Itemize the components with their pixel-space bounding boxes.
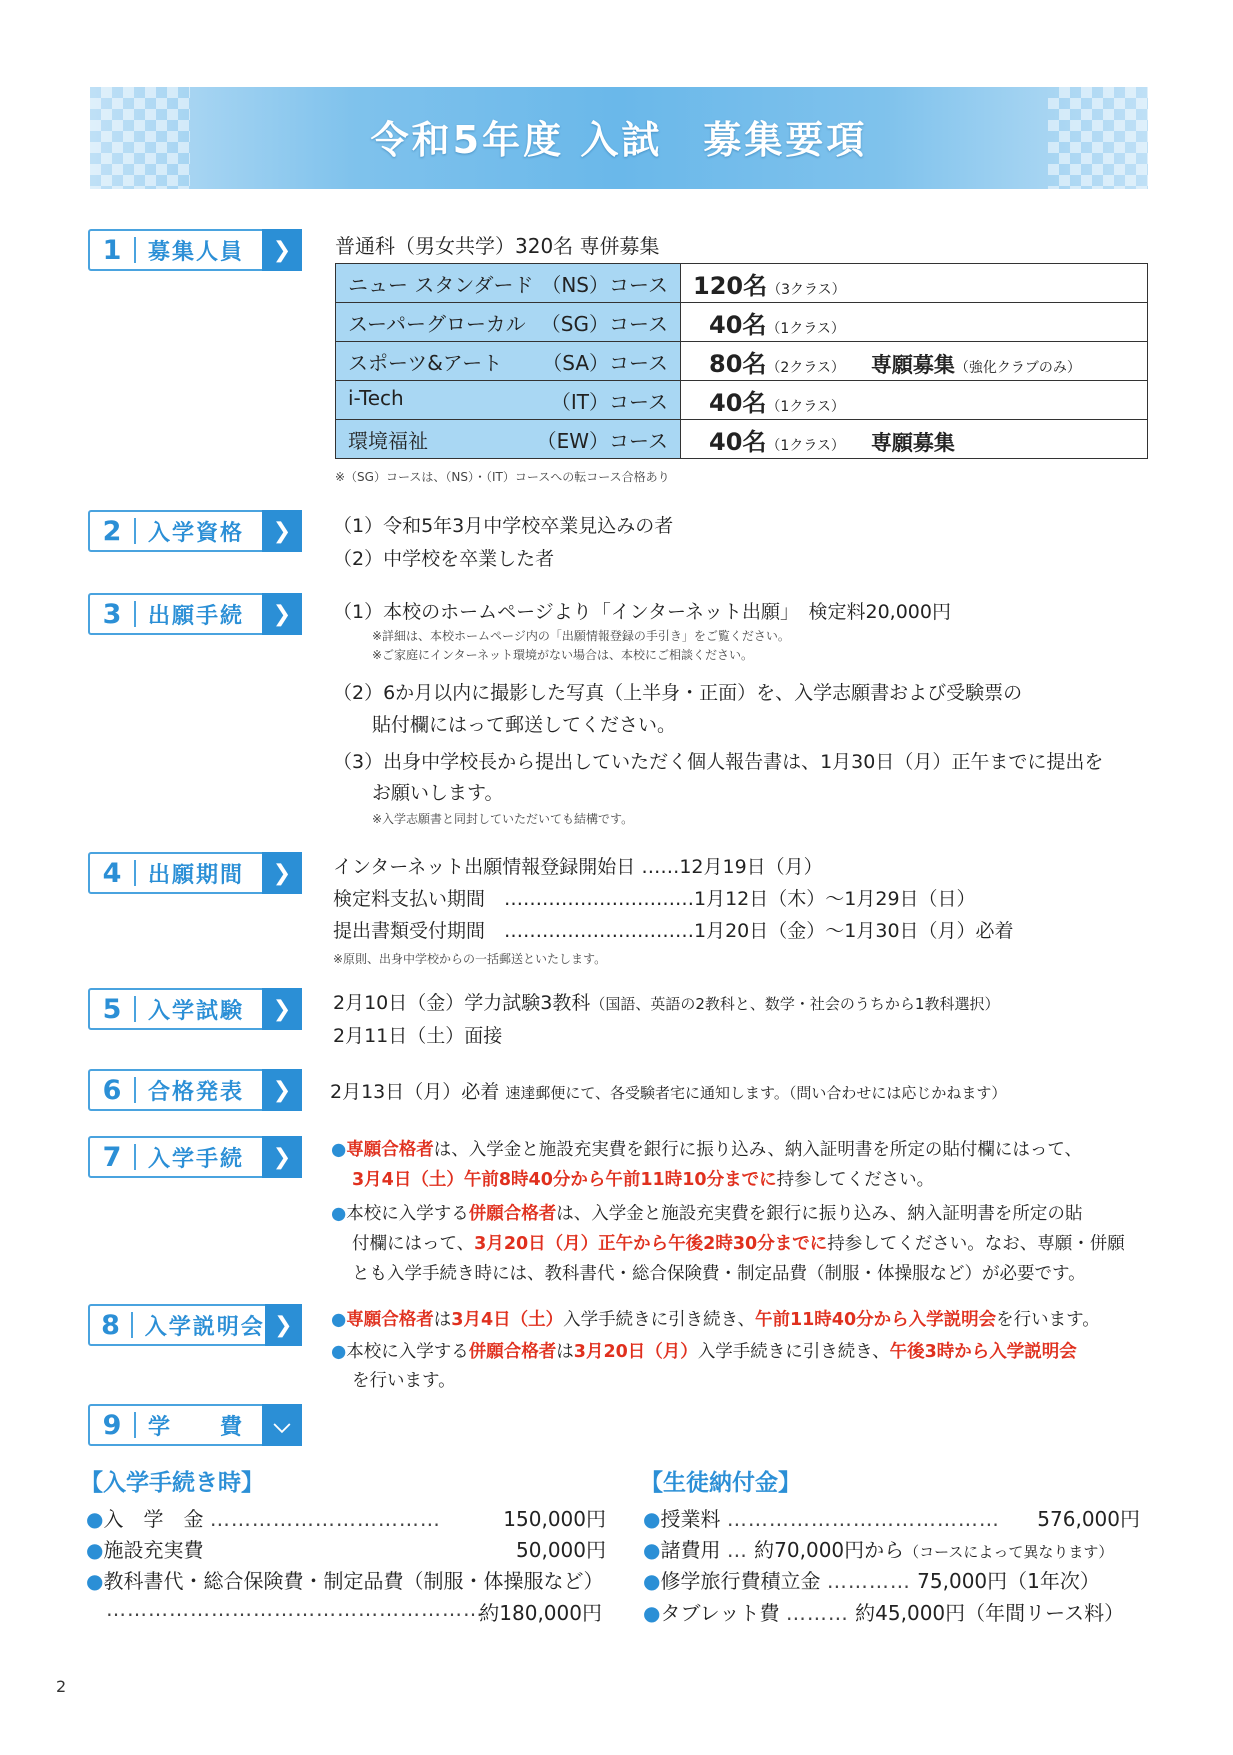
fee-note: （コースによって異なります） (904, 1543, 1114, 1561)
period-row: 検定料支払い期間 …………………………1月12日（木）～1月29日（日） (333, 888, 976, 910)
recruit-heading: 普通科（男女共学）320名 専併募集 (335, 234, 660, 258)
section-number: 1 (102, 234, 122, 266)
section-title: 入学試験 (148, 998, 245, 1024)
procedure-item-1: （1）本校のホームページより「インターネット出願」 検定料20,000円 (333, 601, 951, 623)
fees-left-title: 【入学手続き時】 (80, 1470, 264, 1496)
section-5-label (88, 988, 302, 1030)
course-capacity: 40名 (709, 427, 767, 456)
highlight: 午前11時40分から入学説明会 (754, 1310, 997, 1330)
table-row (336, 342, 1148, 381)
procedure-item-2: （2）6か月以内に撮影した写真（上半身・正面）を、入学志願書および受験票の (333, 682, 1023, 704)
section-number: 5 (102, 993, 122, 1025)
leader-dots: ……………………………………………… (106, 1597, 484, 1621)
table-row (336, 381, 1148, 420)
fee-row (643, 1565, 1100, 1594)
briefing-bullet-2 (331, 1338, 1077, 1363)
bullet-icon: ● (86, 1507, 104, 1531)
section-3-label (88, 593, 302, 635)
chevron-right-icon: ❯ (262, 593, 302, 635)
period-row: インターネット出願情報登録開始日 ……12月19日（月） (333, 856, 823, 878)
section-title: 学 費 (148, 1414, 245, 1440)
fee-row (643, 1534, 1113, 1563)
section-number: 4 (102, 857, 122, 889)
course-capacity: 40名 (709, 388, 767, 417)
course-code: （SA）コース (542, 350, 668, 375)
course-name: i-Tech (348, 385, 404, 410)
course-capacity: 40名 (709, 310, 767, 339)
bullet-icon: ● (643, 1538, 661, 1562)
text: は (433, 1310, 452, 1330)
fee-row (643, 1503, 1140, 1532)
chevron-right-icon: ❯ (265, 1304, 302, 1346)
admission-bullet-2-cont: とも入学手続き時には、教科書代・総合保険費・制定品費（制服・体操服など）が必要です。 (352, 1264, 1086, 1284)
result-row (330, 1077, 1006, 1104)
fee-label: 修学旅行費積立金 (660, 1569, 821, 1593)
section-7-label (88, 1136, 302, 1178)
course-name: スポーツ&アート (348, 350, 503, 375)
leader-dots: ……… (785, 1601, 849, 1625)
eligibility-item: （2）中学校を卒業した者 (333, 548, 555, 570)
exam-row (333, 988, 999, 1015)
section-title: 合格発表 (148, 1079, 245, 1105)
course-extra-note: （強化クラブのみ） (954, 359, 1081, 376)
course-capacity: 80名 (709, 349, 767, 378)
table-row (336, 303, 1148, 342)
section-number: 9 (102, 1409, 122, 1441)
period-note: ※原則、出身中学校からの一括郵送といたします。 (333, 952, 607, 966)
section-8-label (88, 1304, 302, 1346)
highlight: 専願合格者 (346, 1140, 434, 1160)
highlight: 3月4日（土）午前8時40分から午前11時10分までに (352, 1170, 777, 1190)
leader-dots: … (726, 1538, 748, 1562)
page-title: 令和5年度 入試 募集要項 (370, 118, 868, 162)
leader-dots: ………………………………… (726, 1507, 1000, 1531)
bullet-icon: ● (643, 1507, 661, 1531)
text: 本校に入学する (346, 1204, 469, 1224)
procedure-item-3: （3）出身中学校長から提出していただく個人報告書は、1月30日（月）正午までに提出を (333, 751, 1104, 773)
exam-row: 2月11日（土）面接 (333, 1025, 503, 1047)
briefing-bullet-1 (331, 1306, 1100, 1331)
chevron-right-icon: ❯ (262, 1069, 302, 1111)
course-name: スーパーグローカル (348, 311, 526, 336)
recruit-note: ※（SG）コースは、（NS）・（IT）コースへの転コース合格あり (335, 470, 670, 484)
course-classes: （3クラス） (767, 281, 846, 298)
fee-label: 施設充実費 (103, 1538, 204, 1562)
fee-amount: 約70,000円から (754, 1538, 905, 1562)
exam-note: （国語、英語の2教科と、数学・社会のうちから1教科選択） (590, 995, 1000, 1013)
text: 入学手続きに引き続き、 (563, 1310, 755, 1330)
section-title: 募集人員 (148, 239, 245, 265)
course-extra: 専願募集 (870, 430, 955, 455)
admission-bullet-2 (331, 1200, 1082, 1225)
section-number: 3 (102, 598, 122, 630)
text: 持参してください。なお、専願・併願 (827, 1234, 1125, 1254)
text: 入学手続きに引き続き、 (697, 1342, 890, 1362)
fee-label: 諸費用 (660, 1538, 721, 1562)
section-6-label (88, 1069, 302, 1111)
highlight: 3月20日（月）正午から午後2時30分までに (474, 1234, 828, 1254)
bullet-icon: ● (643, 1601, 661, 1625)
highlight: 併願合格者 (468, 1204, 557, 1224)
fee-row (86, 1503, 606, 1532)
section-title: 出願期間 (148, 862, 245, 888)
highlight: 併願合格者 (468, 1342, 557, 1362)
text: 持参してください。 (776, 1170, 935, 1190)
briefing-bullet-2-cont: を行います。 (352, 1371, 456, 1391)
bullet-icon: ● (331, 1140, 347, 1160)
section-title: 出願手続 (148, 603, 245, 629)
fee-label: 授業料 (660, 1507, 721, 1531)
bullet-icon: ● (86, 1569, 104, 1593)
text: は、入学金と施設充実費を銀行に振り込み、納入証明書を所定の貼 (556, 1204, 1083, 1224)
highlight: 3月4日（土） (451, 1310, 564, 1330)
eligibility-item: （1）令和5年3月中学校卒業見込みの者 (333, 515, 674, 537)
admission-bullet-1-cont (352, 1166, 934, 1191)
fee-label: タブレット費 (660, 1601, 780, 1625)
fee-row (86, 1565, 603, 1594)
table-row (336, 420, 1148, 459)
section-title: 入学資格 (148, 520, 245, 546)
course-name: ニュー スタンダード (348, 272, 534, 297)
result-note: 速達郵便にて、各受験者宅に通知します。（問い合わせには応じかねます） (505, 1084, 1007, 1102)
section-number: 2 (102, 515, 122, 547)
period-row: 提出書類受付期間 …………………………1月20日（金）～1月30日（月）必着 (333, 920, 1014, 942)
course-code: （SG）コース (540, 311, 668, 336)
section-1-label (88, 229, 302, 271)
fee-row-cont (106, 1597, 602, 1625)
header-banner (90, 87, 1148, 189)
bullet-icon: ● (331, 1204, 347, 1224)
exam-written: 2月10日（金）学力試験3教科 (333, 992, 591, 1014)
course-name: 環境福祉 (348, 428, 428, 453)
highlight: 専願合格者 (346, 1310, 434, 1330)
fee-label: 教科書代・総合保険費・制定品費（制服・体操服など） (103, 1569, 604, 1593)
procedure-note: ※入学志願書と同封していただいても結構です。 (372, 812, 634, 826)
course-table (335, 263, 1148, 459)
fee-amount: 約180,000円 (479, 1601, 602, 1625)
fee-row (643, 1597, 1124, 1626)
leader-dots: ………… (826, 1569, 911, 1593)
fee-amount: 約45,000円（年間リース料） (855, 1601, 1125, 1625)
chevron-right-icon: ❯ (262, 1136, 302, 1178)
admission-bullet-1 (331, 1136, 1082, 1161)
section-4-label (88, 852, 302, 894)
procedure-note: ※ご家庭にインターネット環境がない場合は、本校にご相談ください。 (372, 648, 753, 662)
course-classes: （1クラス） (766, 398, 845, 415)
course-classes: （1クラス） (766, 320, 845, 337)
bullet-icon: ● (331, 1310, 347, 1330)
chevron-right-icon: ❯ (262, 988, 302, 1030)
chevron-right-icon: ❯ (262, 510, 302, 552)
chevron-right-icon: ❯ (262, 229, 302, 271)
course-capacity: 120名 (693, 271, 768, 300)
fees-right-title: 【生徒納付金】 (640, 1470, 801, 1496)
course-classes: （1クラス） (766, 437, 845, 454)
fee-amount: 75,000円（1年次） (917, 1569, 1100, 1593)
fee-amount: 576,000円 (1037, 1507, 1140, 1531)
section-title: 入学手続 (148, 1146, 245, 1172)
text: 付欄にはって、 (352, 1234, 475, 1254)
highlight: 3月20日（月） (573, 1342, 698, 1362)
leader-dots: …………………………… (209, 1507, 441, 1531)
text: を行います。 (996, 1310, 1100, 1330)
procedure-note: ※詳細は、本校ホームページ内の「出願情報登録の手引き」をご覧ください。 (372, 629, 790, 643)
table-row (336, 264, 1148, 303)
section-title: 入学説明会 (144, 1314, 265, 1340)
course-code: （IT）コース (550, 389, 668, 414)
section-2-label (88, 510, 302, 552)
admission-bullet-2-cont (352, 1230, 1125, 1255)
text: は、入学金と施設充実費を銀行に振り込み、納入証明書を所定の貼付欄にはって、 (433, 1140, 1082, 1160)
bullet-icon: ● (331, 1342, 347, 1362)
fee-amount: 150,000円 (503, 1507, 606, 1531)
section-number: 7 (102, 1141, 122, 1173)
bullet-icon: ● (643, 1569, 661, 1593)
bullet-icon: ● (86, 1538, 104, 1562)
section-9-label (88, 1404, 302, 1446)
section-number: 6 (102, 1074, 122, 1106)
chevron-right-icon: ❯ (262, 852, 302, 894)
fee-label: 入 学 金 (103, 1507, 204, 1531)
chevron-down-icon: ⌵ (262, 1404, 302, 1446)
course-classes: （2クラス） (766, 359, 845, 376)
highlight: 午後3時から入学説明会 (889, 1342, 1077, 1362)
fee-row (86, 1534, 606, 1563)
result-date: 2月13日（月）必着 (330, 1081, 500, 1103)
course-code: （NS）コース (541, 272, 668, 297)
procedure-item-2-cont: 貼付欄にはって郵送してください。 (372, 714, 677, 736)
text: は (556, 1342, 574, 1362)
fee-amount: 50,000円 (516, 1538, 606, 1562)
section-number: 8 (101, 1309, 120, 1341)
course-extra: 専願募集 (870, 352, 955, 377)
text: 本校に入学する (346, 1342, 469, 1362)
procedure-item-3-cont: お願いします。 (372, 782, 504, 804)
course-code: （EW）コース (536, 428, 668, 453)
page-number: 2 (56, 1677, 67, 1696)
